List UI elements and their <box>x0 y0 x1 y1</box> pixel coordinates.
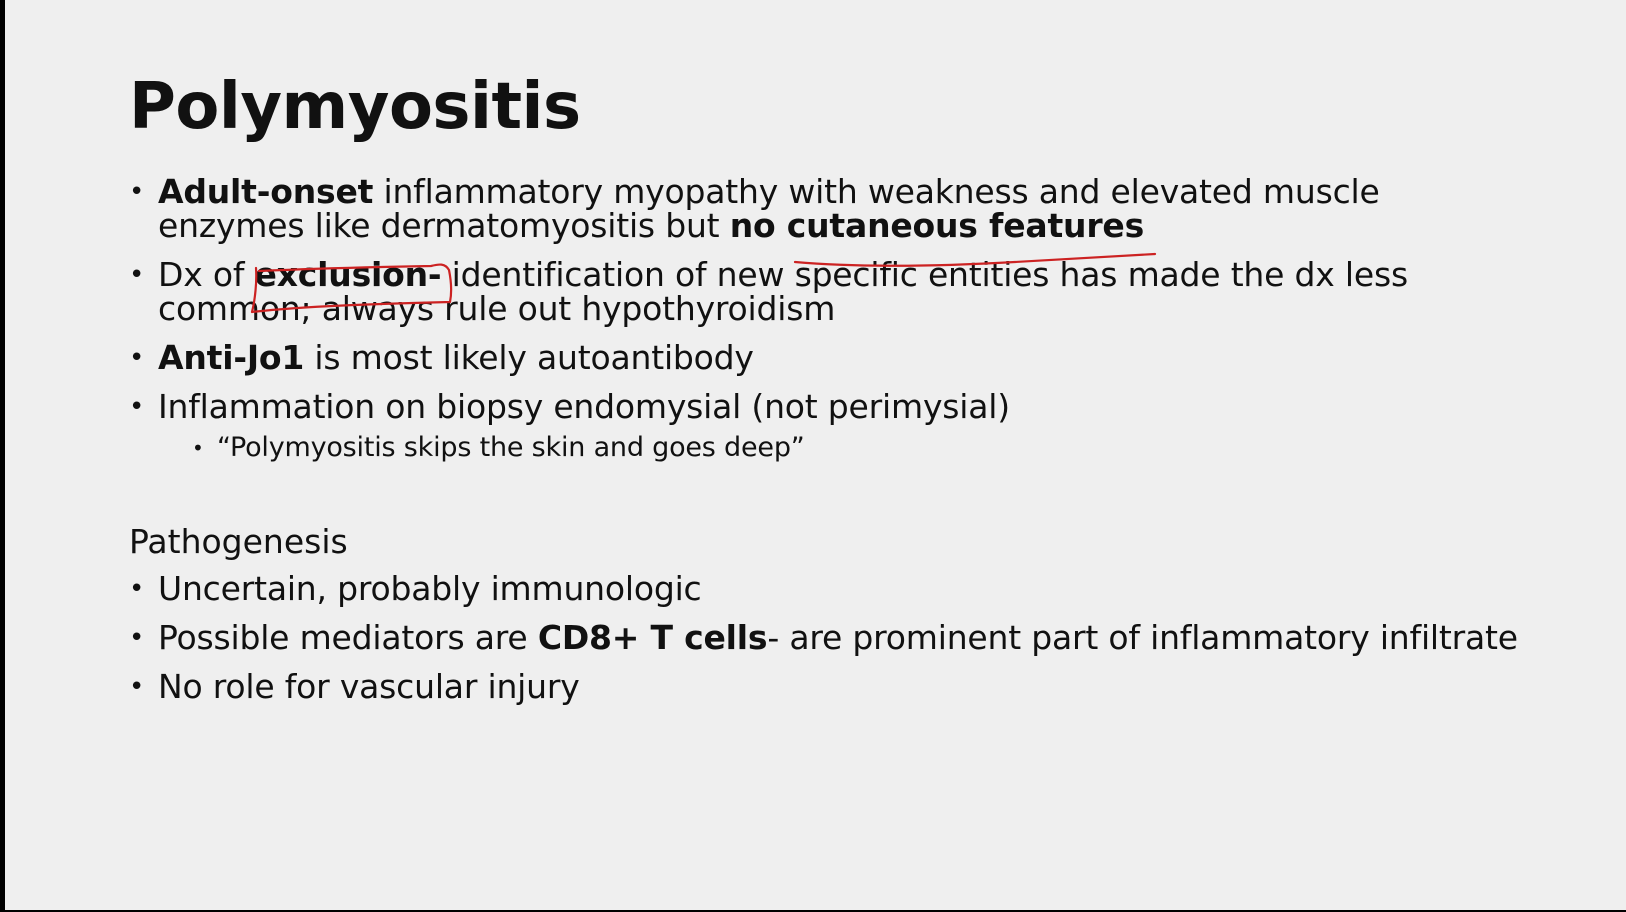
presentation-slide <box>5 0 1626 910</box>
bullet-text: No role for vascular injury <box>158 667 580 706</box>
sub-bullet-quote: • “Polymyositis skips the skin and goes deep” <box>192 433 1529 463</box>
bullet-text: inflammatory myopathy with weakness and elevated muscle enzymes like dermatomyositis but <box>158 172 1380 245</box>
section-heading-pathogenesis: Pathogenesis <box>129 522 348 561</box>
main-bullet-list <box>129 172 1529 478</box>
bullet-uncertain <box>129 569 1529 608</box>
bullet-text: identification of new specific entities has made the dx less common; always rule out hypothyroidism <box>158 255 1408 328</box>
bullet-text-bold: Anti-Jo1 <box>158 338 305 377</box>
sub-bullet-list <box>158 433 1529 463</box>
bullet-text-bold: CD8+ T cells <box>537 618 768 657</box>
bullet-anti-jo1 <box>129 338 1529 377</box>
bullet-text-bold: no cutaneous features <box>729 206 1145 245</box>
slide-title: Polymyositis <box>129 70 581 144</box>
bullet-text: - are prominent part of inflammatory infiltrate <box>767 618 1518 657</box>
bullet-vascular-injury <box>129 667 1529 706</box>
bullet-cd8-mediators <box>129 618 1529 657</box>
bullet-text: Possible mediators are <box>158 618 538 657</box>
bullet-text-bold: exclusion- <box>254 255 442 294</box>
bullet-biopsy <box>129 387 1529 463</box>
bullet-text: Inflammation on biopsy endomysial (not perimysial) <box>158 387 1010 426</box>
pathogenesis-bullet-list <box>129 569 1529 719</box>
bullet-adult-onset <box>129 172 1529 245</box>
bullet-text-bold: Adult-onset <box>158 172 374 211</box>
bullet-dx-of-exclusion <box>129 255 1529 328</box>
bullet-text: Uncertain, probably immunologic <box>158 569 702 608</box>
bullet-text: is most likely autoantibody <box>304 338 754 377</box>
bullet-text: Dx of <box>158 255 255 294</box>
